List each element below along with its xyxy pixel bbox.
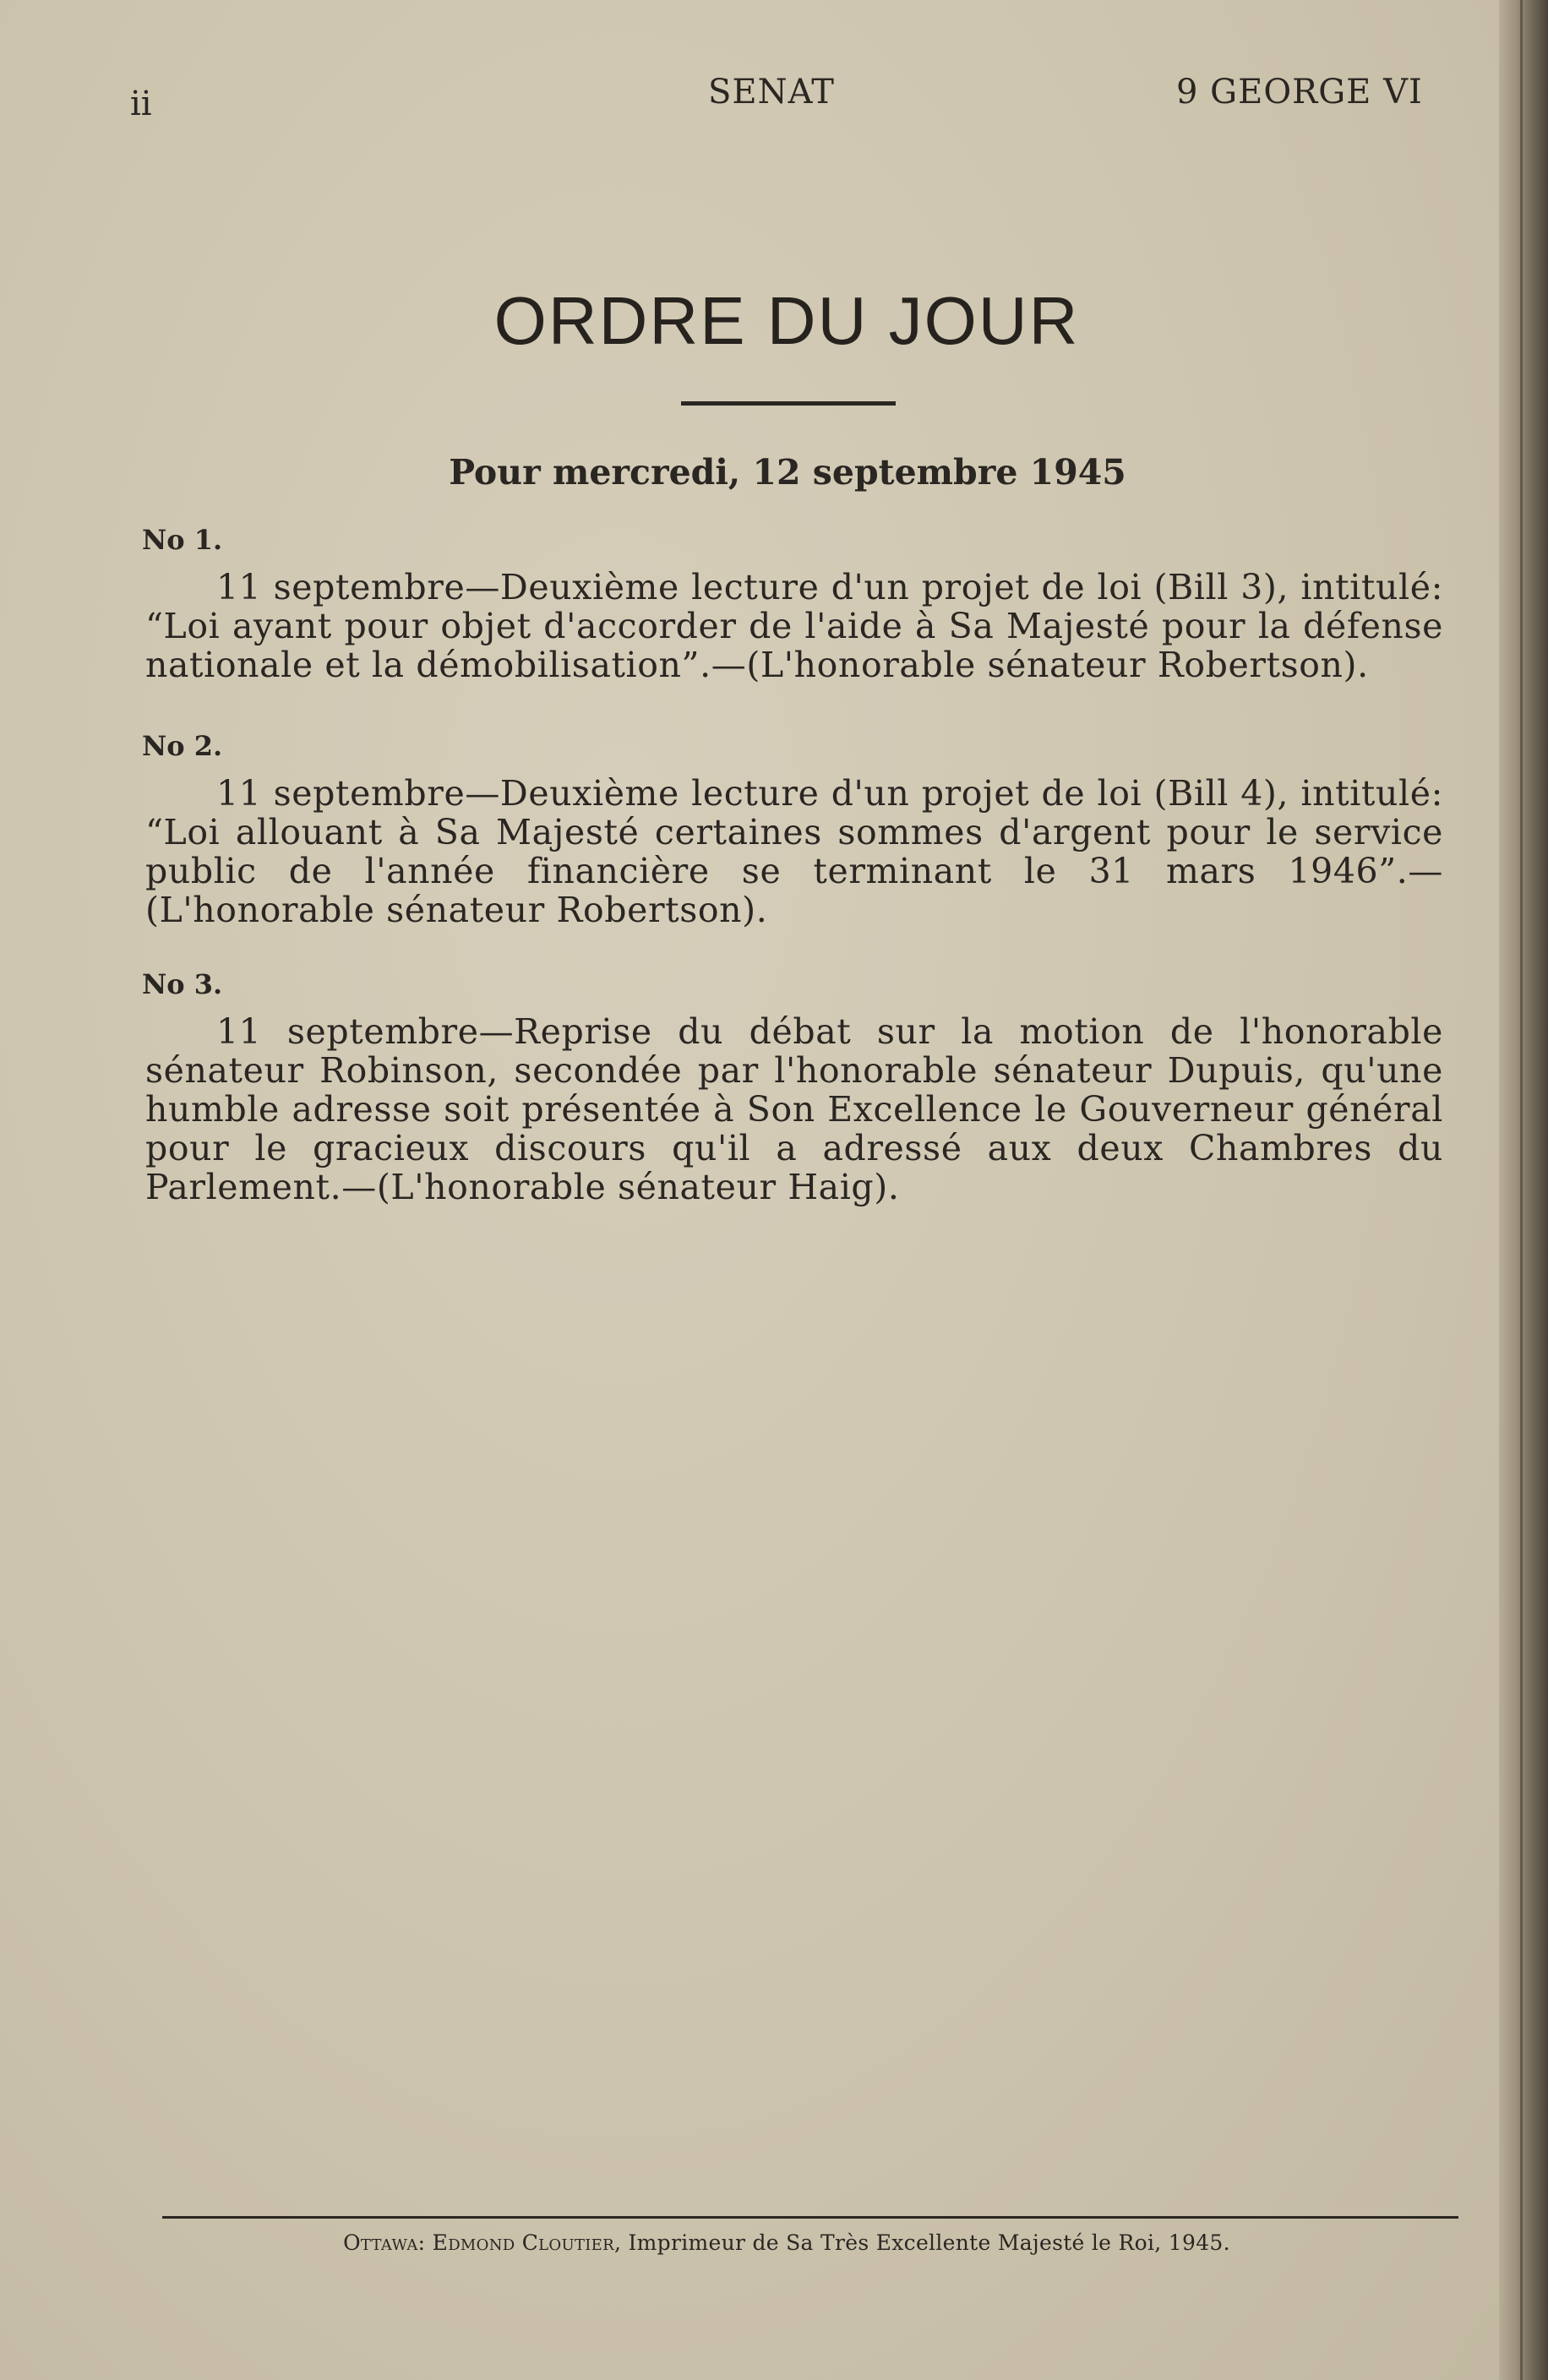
item-2-label: No 2. [142,730,223,762]
item-3-text: 11 septembre—Reprise du débat sur la motion de l'honorable sénateur Robinson, secondée par l'honorable sénateur Dupuis, qu'une humble adresse soit présentée à Son Excellence le Gouverneur général pour le gracieux discours qu'il a adressé aux deux Chambres du Parlement.—(L'honorable sénateur Haig). [145,1011,1443,1207]
page-title: ORDRE DU JOUR [493,283,1080,358]
imprint-place: Ottawa: [343,2230,426,2255]
running-head [0,73,1548,123]
running-head-regnal-year: 9 GEORGE VI [1176,73,1423,112]
page-folio: ii [130,84,152,123]
imprint-printer: Edmond Cloutier, [432,2230,622,2255]
page-subtitle: Pour mercredi, 12 septembre 1945 [449,452,1126,493]
item-1-label: No 1. [142,524,223,556]
running-head-title: SENAT [708,73,835,112]
imprint-rest: Imprimeur de Sa Très Excellente Majesté le Roi, 1945. [628,2230,1230,2255]
title-rule [681,401,896,406]
item-3-label: No 3. [142,968,223,1000]
item-1-text: 11 septembre—Deuxième lecture d'un projet de loi (Bill 3), intitulé: “Loi ayant pour objet d'accorder de l'aide à Sa Majesté pour la défense nationale et la démobilisation”.—(L'honorable sénateur Robertson). [145,567,1443,685]
printer-imprint [0,2230,1548,2255]
footer-rule [162,2216,1458,2219]
item-2-text: 11 septembre—Deuxième lecture d'un projet de loi (Bill 4), intitulé: “Loi allouant à Sa Majesté certaines sommes d'argent pour le service public de l'année financière se terminant le 31 mars 1946”.—(L'honorable sénateur Robertson). [145,773,1443,930]
